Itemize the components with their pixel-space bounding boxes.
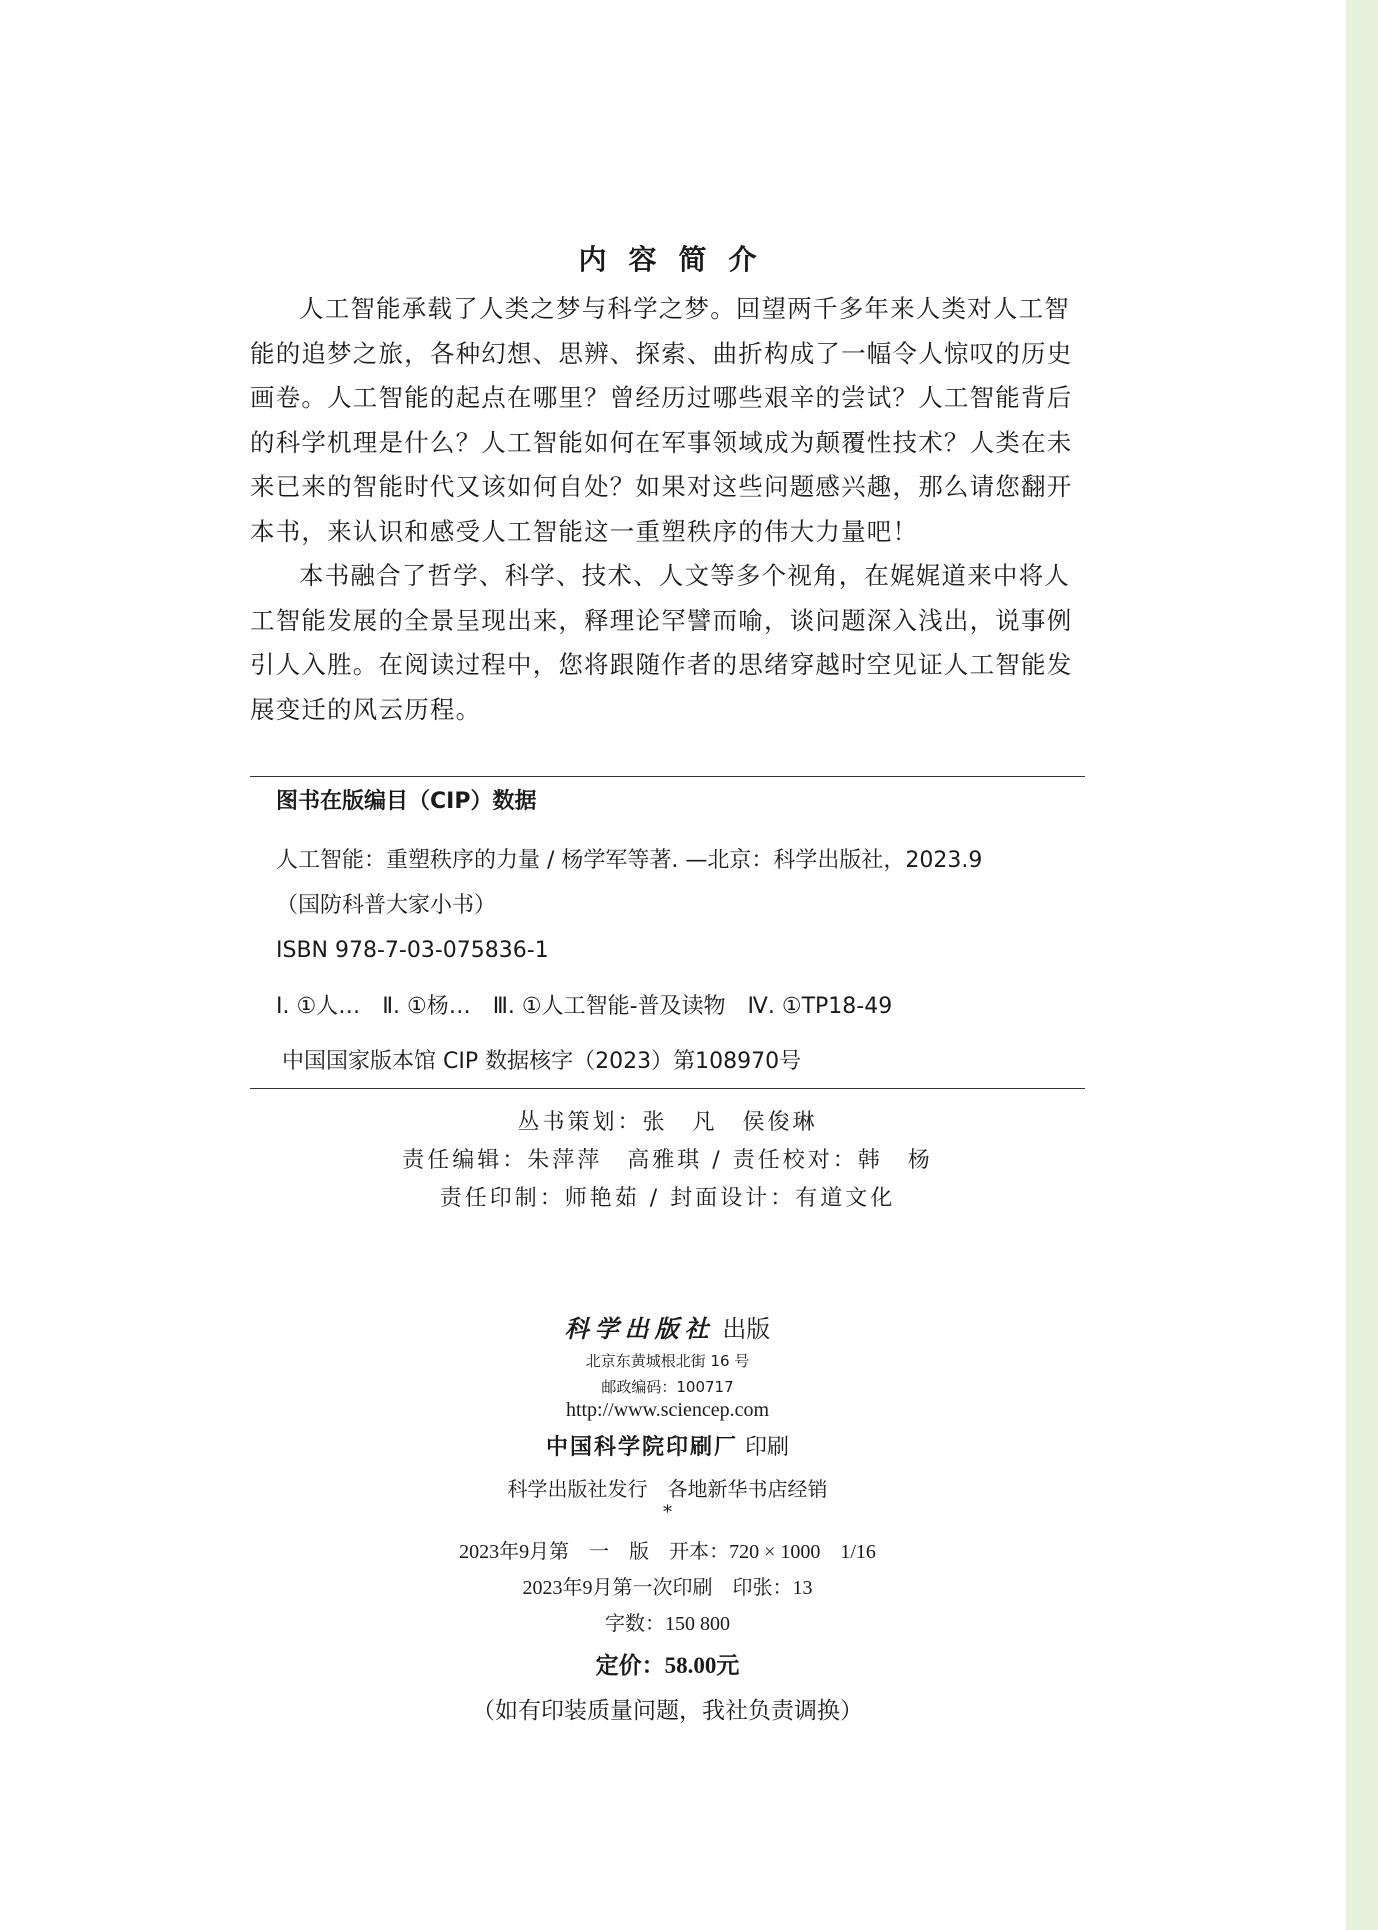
- intro-paragraph-2: 本书融合了哲学、科学、技术、人文等多个视角，在娓娓道来中将人工智能发展的全景呈现出来，释理论罕譬而喻，谈问题深入浅出，说事例引人入胜。在阅读过程中，您将跟随作者的思绪穿越时空见证人工智能发展变迁的风云历程。: [250, 561, 1073, 724]
- cip-series-line: （国防科普大家小书）: [276, 893, 497, 918]
- publisher-name: 科学出版社: [564, 1314, 715, 1343]
- word-count-line: 字数：150 800: [605, 1613, 730, 1635]
- intro-heading: 内容简介: [578, 243, 779, 276]
- publisher-line: [250, 1309, 1085, 1344]
- price-line: 定价：58.00元: [595, 1653, 740, 1678]
- quality-notice: （如有印装质量问题，我社负责调换）: [472, 1698, 863, 1724]
- cip-bottom-rule: [250, 1088, 1085, 1089]
- cip-title: 图书在版编目（CIP）数据: [276, 789, 537, 814]
- printer-name: 中国科学院印刷厂: [545, 1434, 738, 1460]
- publisher-address: 北京东黄城根北街 16 号: [585, 1352, 750, 1370]
- cip-top-rule: [250, 776, 1085, 777]
- edition-line: 2023年9月第 一 版 开本：720 × 1000 1/16: [459, 1541, 876, 1563]
- staff-editors: 责任编辑：朱萍萍 高雅琪 / 责任校对：韩 杨: [402, 1148, 933, 1173]
- printer-line: [250, 1430, 1085, 1461]
- cip-record-line: 人工智能：重塑秩序的力量 / 杨学军等著. —北京：科学出版社，2023.9: [276, 848, 983, 873]
- cip-classification-line: Ⅰ. ①人… Ⅱ. ①杨… Ⅲ. ①人工智能-普及读物 Ⅳ. ①TP18-49: [276, 994, 893, 1019]
- publisher-suffix: 出版: [722, 1315, 771, 1343]
- printing-line: 2023年9月第一次印刷 印张：13: [522, 1577, 813, 1599]
- staff-series-planning: 丛书策划：张 凡 侯俊琳: [517, 1110, 818, 1135]
- publisher-website: http://www.sciencep.com: [565, 1399, 770, 1421]
- intro-paragraph-1: 人工智能承载了人类之梦与科学之梦。回望两千多年来人类对人工智能的追梦之旅，各种幻想、思辨、探索、曲折构成了一幅令人惊叹的历史画卷。人工智能的起点在哪里？曾经历过哪些艰辛的尝试？人工智能背后的科学机理是什么？人工智能如何在军事领域成为颠覆性技术？人类在未来已来的智能时代又该如何自处？如果对这些问题感兴趣，那么请您翻开本书，来认识和感受人工智能这一重塑秩序的伟大力量吧！: [250, 294, 1073, 546]
- distribution-line: 科学出版社发行 各地新华书店经销: [507, 1477, 828, 1501]
- separator-asterisk: *: [663, 1502, 672, 1523]
- cip-isbn-line: ISBN 978-7-03-075836-1: [276, 938, 549, 963]
- printer-suffix: 印刷: [745, 1435, 790, 1460]
- cip-verification-line: 中国国家版本馆 CIP 数据核字（2023）第108970号: [282, 1049, 802, 1074]
- publisher-postcode: 邮政编码：100717: [601, 1378, 734, 1396]
- staff-printing-design: 责任印制：师艳茹 / 封面设计：有道文化: [439, 1186, 896, 1211]
- intro-body: [250, 287, 1085, 732]
